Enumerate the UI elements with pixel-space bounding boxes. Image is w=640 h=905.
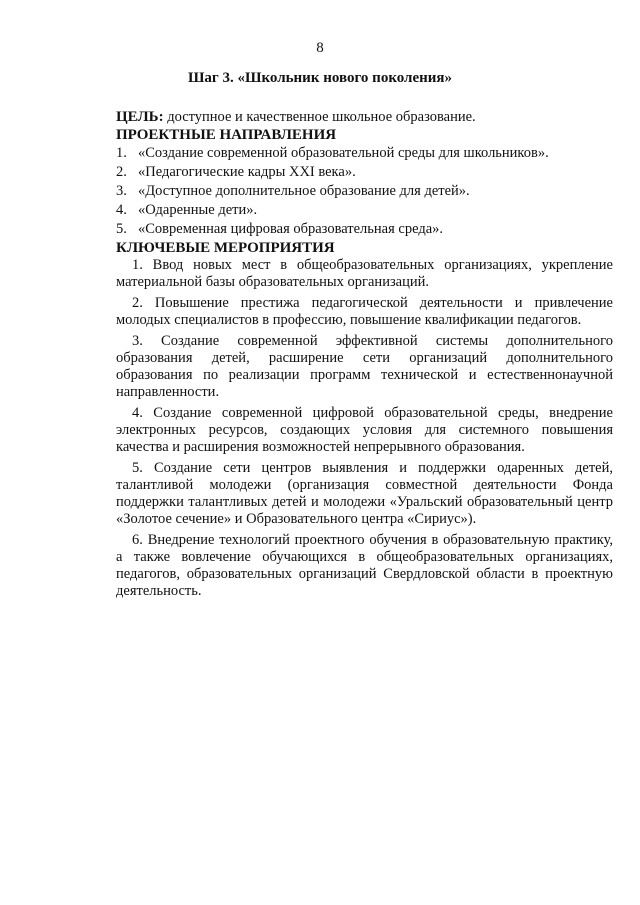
goal-text: доступное и качественное школьное образование. [167,109,476,125]
page-number: 8 [316,40,324,56]
direction-text: «Педагогические кадры XXI века». [138,164,356,180]
directions-heading: ПРОЕКТНЫЕ НАПРАВЛЕНИЯ [116,127,337,143]
direction-item [116,182,613,201]
direction-text: «Создание современной образовательной среды для школьников». [138,145,549,161]
event-paragraph: 1. Ввод новых мест в общеобразовательных организациях, укрепление материальной базы образовательных организаций. [116,257,613,290]
event-paragraph: 6. Внедрение технологий проектного обучения в образовательную практику, а также вовлечение обучающихся в общеобразовательных организациях, педагогов, образовательных организаций Свердловской области в проектную деятельность. [116,532,613,599]
goal-label: ЦЕЛЬ: [116,109,164,125]
goal-line [116,109,613,126]
event-paragraph: 2. Повышение престижа педагогической деятельности и привлечение молодых специалистов в профессию, повышение квалификации педагогов. [116,295,613,328]
direction-number: 4. [116,202,127,218]
direction-number: 2. [116,164,127,180]
direction-number: 5. [116,221,127,237]
content-block [116,109,613,604]
direction-item [116,144,613,163]
event-paragraph: 3. Создание современной эффективной системы дополнительного образования детей, расширение сети организаций дополнительного образования по реализации программ технической и естественнонаучной направленности. [116,333,613,400]
events-heading: КЛЮЧЕВЫЕ МЕРОПРИЯТИЯ [116,240,335,256]
direction-item [116,220,613,239]
direction-text: «Одаренные дети». [138,202,258,218]
direction-item [116,163,613,182]
directions-list [116,144,613,239]
section-title: Шаг 3. «Школьник нового поколения» [187,70,453,86]
direction-text: «Доступное дополнительное образование для детей». [138,183,470,199]
direction-text: «Современная цифровая образовательная среда». [138,221,444,237]
direction-item [116,201,613,220]
events-list [116,257,613,600]
direction-number: 3. [116,183,127,199]
event-paragraph: 4. Создание современной цифровой образовательной среды, внедрение электронных ресурсов, создающих условия для системного повышения качества и расширения возможностей непрерывного образования. [116,405,613,455]
direction-number: 1. [116,145,127,161]
event-paragraph: 5. Создание сети центров выявления и поддержки одаренных детей, талантливой молодежи (организация совместной деятельности Фонда поддержки талантливых детей и молодежи «Уральский образовательный центр «Золотое сечение» и Образовательного центра «Сириус»). [116,460,613,527]
